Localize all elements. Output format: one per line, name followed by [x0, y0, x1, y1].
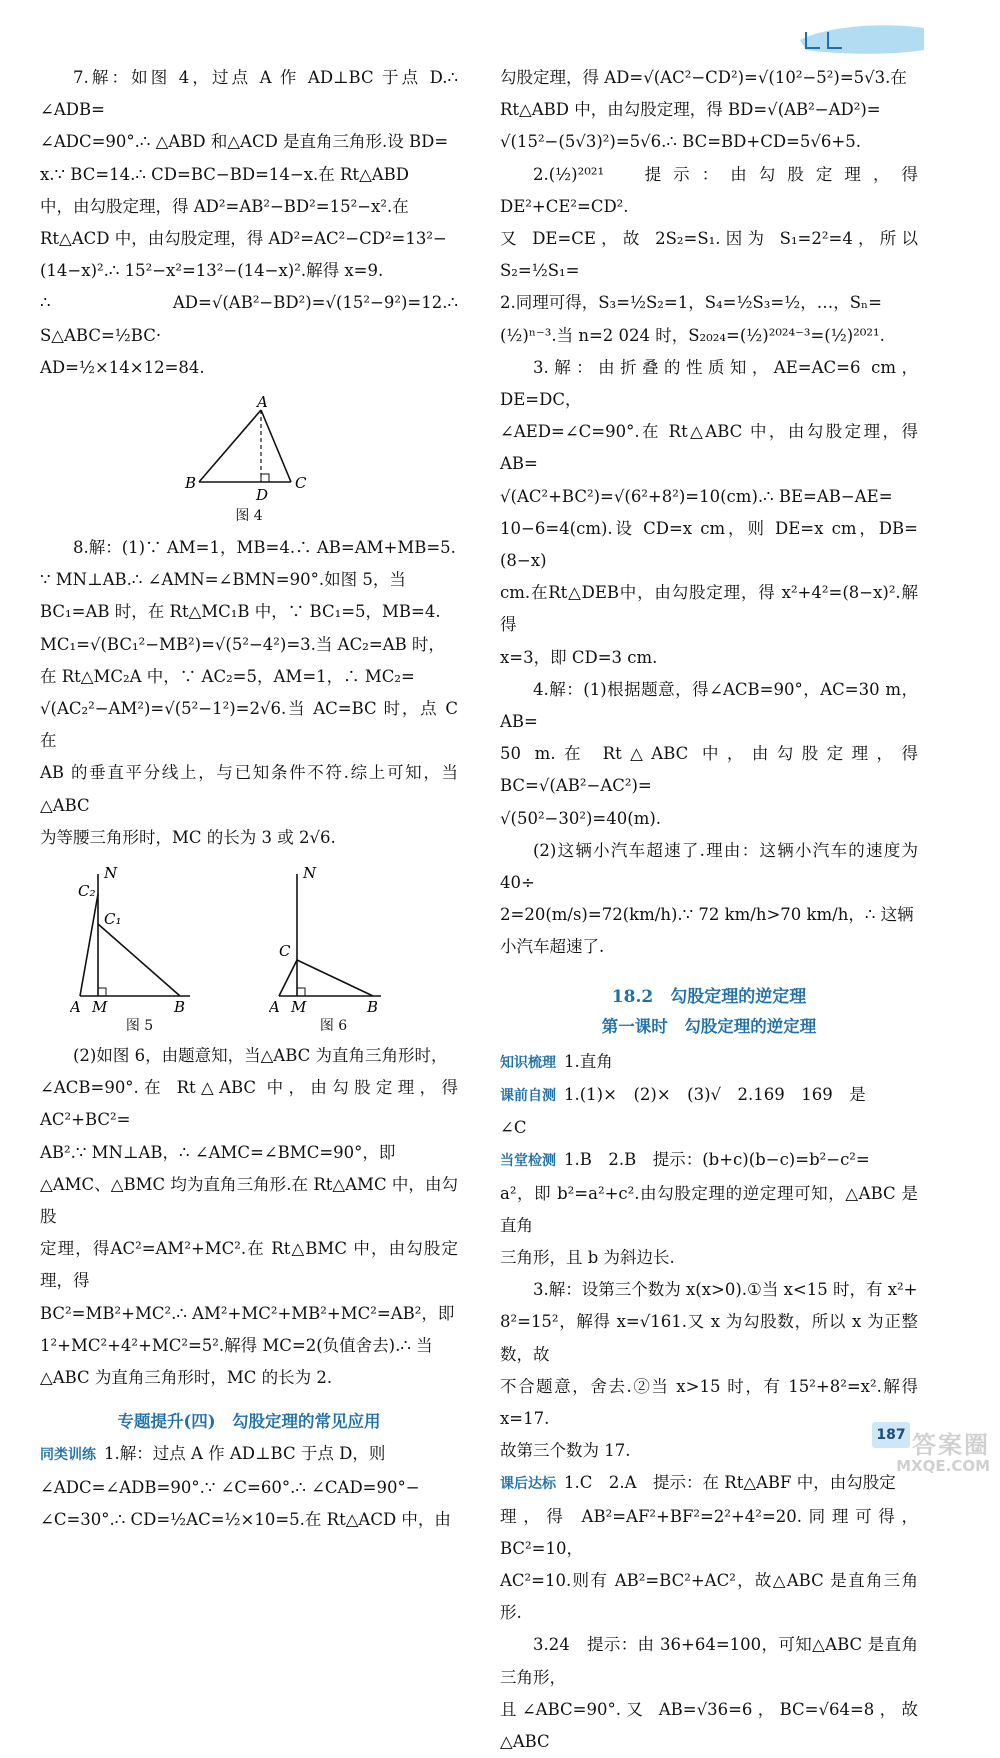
q2-solution — [500, 159, 918, 352]
text-line: 2.同理可得，S₃=½S₂=1，S₄=½S₃=½，…，Sₙ= — [500, 293, 882, 313]
right-column — [500, 62, 918, 1758]
q8-part1 — [40, 532, 458, 854]
label-a: A — [69, 998, 81, 1015]
preclass-section — [500, 1079, 918, 1144]
label-c2: C₂ — [77, 882, 95, 901]
text-line: 勾股定理，得 AD=√(AC²−CD²)=√(10²−5²)=5√3.在 — [500, 68, 907, 87]
label-m: M — [290, 998, 306, 1015]
lesson-heading: 第一课时 勾股定理的逆定理 — [601, 1016, 817, 1036]
text-line: △AMC、△BMC 均为直角三角形.在 Rt△AMC 中，由勾股 — [40, 1174, 458, 1227]
label-m: M — [91, 998, 107, 1015]
text-line: AB 的垂直平分线上，与已知条件不符.综上可知，当△ABC — [40, 763, 458, 815]
text-line: 4.解：(1)根据题意，得∠ACB=90°，AC=30 m，AB= — [500, 679, 918, 732]
label-n: N — [302, 864, 316, 883]
text-line: cm.在Rt△DEB中，由勾股定理，得 x²+4²=(8−x)².解得 — [500, 583, 918, 635]
text-line: x=3，即 CD=3 cm. — [500, 647, 658, 667]
knowledge-text: 1.直角 — [564, 1051, 613, 1071]
text-line — [500, 1079, 918, 1112]
q1-continued — [500, 62, 918, 159]
label-a: A — [257, 394, 268, 412]
text-line: 中，由勾股定理，得 AD²=AB²−BD²=15²−x².在 — [40, 196, 409, 216]
text-line: Rt△ABD 中，由勾股定理，得 BD=√(AB²−AD²)= — [500, 100, 881, 120]
figure-4 — [40, 394, 458, 526]
text-line: √(AC²+BC²)=√(6²+8²)=10(cm).∴ BE=AB−AE= — [500, 486, 893, 506]
section-heading: 18.2 勾股定理的逆定理 — [611, 986, 807, 1007]
text-line: ∠C — [500, 1118, 527, 1138]
text-line: 3.24 提示：由 36+64=100，可知△ABC 是直角三角形， — [500, 1635, 918, 1687]
text-line: 8²=15²，解得 x=√161.又 x 为勾股数，所以 x 为正整数，故 — [500, 1312, 918, 1364]
figure-6-diagram — [269, 864, 399, 1014]
text-line: ∴ AD=√(AB²−BD²)=√(15²−9²)=12.∴ S△ABC=½BC· — [40, 293, 458, 345]
text-line: 且∠ABC=90°.又 AB=√36=6，BC=√64=8，故△ABC — [500, 1699, 918, 1751]
figure-caption: 图 4 — [235, 508, 263, 525]
label-b: B — [173, 998, 185, 1015]
label-c: C — [295, 474, 307, 493]
watermark-line2: MXQE.COM — [896, 1457, 990, 1475]
knowledge-row — [500, 1046, 918, 1079]
inclass-section — [500, 1144, 918, 1274]
label-d: D — [256, 486, 269, 505]
page-number: 187 — [872, 1422, 910, 1448]
figure-caption: 图 5 — [125, 1018, 154, 1035]
inclass-label: 当堂检测 — [500, 1153, 556, 1170]
text-line — [500, 1144, 918, 1177]
text-line — [40, 1438, 458, 1471]
afterclass-label: 课后达标 — [500, 1476, 556, 1493]
figures-5-6 — [40, 864, 458, 1036]
text-line: AB².∵ MN⊥AB，∴ ∠AMC=∠BMC=90°，即 — [40, 1142, 396, 1162]
figure-caption: 图 6 — [319, 1018, 348, 1035]
text-line: (2)这辆小汽车超速了.理由：这辆小汽车的速度为 40÷ — [500, 840, 918, 893]
text-line: 1²+MC²+4²+MC²=5².解得 MC=2(负值舍去).∴ 当 — [40, 1335, 433, 1355]
label-b: B — [185, 474, 197, 493]
figure-5 — [70, 864, 210, 1036]
q3c-solution — [500, 1629, 918, 1758]
figure-5-diagram — [70, 864, 210, 1014]
text-line: 理，得 AB²=AF²+BF²=2²+4²=20.同理可得，BC²=10， — [500, 1506, 918, 1558]
same-type-label: 同类训练 — [40, 1447, 96, 1464]
label-b: B — [366, 998, 378, 1015]
text-line-content: 1.C 2.A 提示：在 Rt△ABF 中，由勾股定 — [564, 1473, 896, 1493]
text-line: △ABC 为直角三角形时，MC 的长为 2. — [40, 1368, 333, 1388]
watermark — [840, 1432, 990, 1476]
knowledge-label: 知识梳理 — [500, 1054, 556, 1071]
text-line: 定理，得AC²=AM²+MC².在 Rt△BMC 中，由勾股定理，得 — [40, 1239, 458, 1291]
text-line: x.∵ BC=14.∴ CD=BC−BD=14−x.在 Rt△ABD — [40, 164, 410, 184]
text-line-content: 1.(1)× (2)× (3)√ 2.169 169 是 — [564, 1084, 866, 1104]
label-c1: C₁ — [103, 910, 121, 929]
text-line: ∵ MN⊥AB.∴ ∠AMN=∠BMN=90°.如图 5，当 — [40, 570, 406, 590]
text-line: √(15²−(5√3)²)=5√6.∴ BC=BD+CD=5√6+5. — [500, 132, 861, 152]
text-line: 不合题意，舍去.②当 x>15 时，有 15²+8²=x².解得 x=17. — [500, 1376, 918, 1428]
text-line: ∠ADC=∠ADB=90°.∵ ∠C=60°.∴ ∠CAD=90°− — [40, 1477, 420, 1497]
label-a: A — [268, 998, 280, 1015]
text-line: BC₁=AB 时，在 Rt△MC₁B 中，∵ BC₁=5，MB=4. — [40, 602, 441, 622]
text-line: 又 DE=CE，故 2S₂=S₁.因为 S₁=2²=4，所以 S₂=½S₁= — [500, 229, 918, 281]
text-line: a²，即 b²=a²+c².由勾股定理的逆定理可知，△ABC 是直角 — [500, 1183, 918, 1235]
text-line: ∠ACB=90°.在 Rt△ABC 中，由勾股定理，得 AC²+BC²= — [40, 1078, 458, 1130]
topic-heading: 专题提升(四) 勾股定理的常见应用 — [117, 1412, 381, 1432]
text-line: 3.解：由折叠的性质知，AE=AC=6 cm，DE=DC， — [500, 357, 918, 410]
text-line: (14−x)².∴ 15²−x²=13²−(14−x)².解得 x=9. — [40, 261, 384, 281]
text-line: AC²=10.则有 AB²=BC²+AC²，故△ABC 是直角三角形. — [500, 1570, 918, 1623]
text-line-content: 1.解：过点 A 作 AD⊥BC 于点 D，则 — [104, 1444, 386, 1464]
text-line: AD=½×14×12=84. — [40, 357, 205, 377]
text-line: BC²=MB²+MC².∴ AM²+MC²+MB²+MC²=AB²，即 — [40, 1303, 455, 1323]
watermark-line1: 答案圈 — [912, 1431, 990, 1459]
q7-solution — [40, 62, 458, 384]
text-line: 小汽车超速了. — [500, 937, 605, 957]
text-line: 3.解：设第三个数为 x(x>0).①当 x<15 时，有 x²+ — [533, 1280, 918, 1300]
same-type-training — [40, 1438, 458, 1536]
text-line: √(AC₂²−AM²)=√(5²−1²)=2√6.当 AC=BC 时，点 C 在 — [40, 699, 458, 751]
afterclass-section — [500, 1467, 918, 1629]
text-line: MC₁=√(BC₁²−MB²)=√(5²−4²)=3.当 AC₂=AB 时， — [40, 634, 445, 654]
preclass-label: 课前自测 — [500, 1087, 556, 1104]
text-line: 三角形，且 b 为斜边长. — [500, 1247, 675, 1267]
text-line: (2)如图 6，由题意知，当△ABC 为直角三角形时， — [73, 1046, 448, 1066]
text-line: ∠AED=∠C=90°.在 Rt△ABC 中，由勾股定理，得 AB= — [500, 422, 918, 474]
text-line: ∠C=30°.∴ CD=½AC=½×10=5.在 Rt△ACD 中，由 — [40, 1509, 451, 1529]
figure-6 — [269, 864, 399, 1036]
q3-solution — [500, 352, 918, 674]
text-line-content: 1.B 2.B 提示：(b+c)(b−c)=b²−c²= — [564, 1150, 870, 1170]
label-c: C — [278, 942, 290, 961]
text-line: 7.解：如图 4，过点 A 作 AD⊥BC 于点 D.∴ ∠ADB= — [40, 68, 458, 120]
q4-solution — [500, 674, 918, 964]
figure-4-diagram — [179, 394, 319, 504]
text-line: 为等腰三角形时，MC 的长为 3 或 2√6. — [40, 827, 336, 847]
text-line: 50 m.在 Rt△ABC 中，由勾股定理，得 BC=√(AB²−AC²)= — [500, 744, 918, 796]
text-line: 故第三个数为 17. — [500, 1441, 631, 1461]
text-line: √(50²−30²)=40(m). — [500, 808, 662, 828]
text-line: 2.(½)²⁰²¹ 提示：由勾股定理，得 DE²+CE²=CD². — [500, 164, 918, 216]
q8-part2 — [40, 1040, 458, 1394]
text-line: Rt△ACD 中，由勾股定理，得 AD²=AC²−CD²=13²− — [40, 229, 447, 249]
text-line: 2=20(m/s)=72(km/h).∵ 72 km/h>70 km/h，∴ 这辆 — [500, 905, 914, 925]
header-decoration-icon — [796, 20, 926, 58]
text-line: 10−6=4(cm).设 CD=x cm，则 DE=x cm，DB=(8−x) — [500, 518, 918, 571]
label-n: N — [103, 864, 117, 883]
text-line: ∠ADC=90°.∴ △ABD 和△ACD 是直角三角形.设 BD= — [40, 132, 449, 152]
text-line: 在 Rt△MC₂A 中，∵ AC₂=5，AM=1，∴ MC₂= — [40, 666, 415, 686]
text-line: 8.解：(1)∵ AM=1，MB=4.∴ AB=AM+MB=5. — [73, 538, 456, 558]
text-line: (½)ⁿ⁻³.当 n=2 024 时，S₂₀₂₄=(½)²⁰²⁴⁻³=(½)²⁰²¹. — [500, 325, 885, 345]
left-column — [40, 62, 458, 1536]
